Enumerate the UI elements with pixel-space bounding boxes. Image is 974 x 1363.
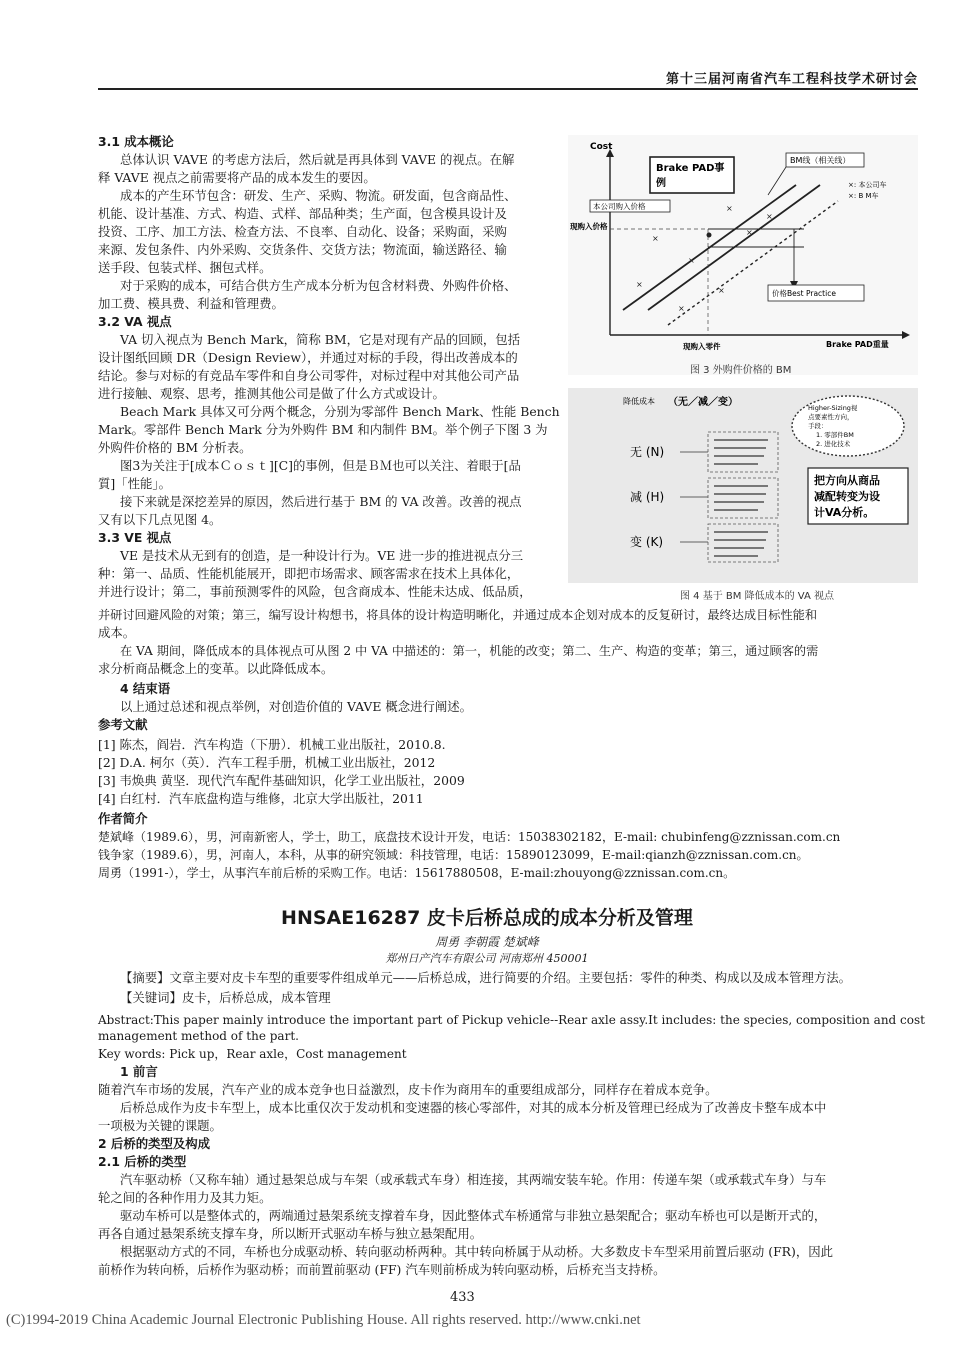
paragraph-line: 根据驱动方式的不同，车桥也分成驱动桥、转向驱动桥两种。其中转向桥属于从动桥。大多数皮卡车型采用前置后驱动 (FR)，因此 — [120, 1244, 834, 1259]
paper-authors: 周勇 李朝霞 楚斌峰 — [435, 935, 539, 949]
author-bio-item: 楚斌峰（1989.6），男，河南新密人，学士，助工，底盘技术设计开发，电话：15038302182，E-mail: chubinfeng@zznissan.com.cn — [98, 830, 841, 844]
reference-item: [2] D.A. 柯尔（英）．汽车工程手册，机械工业出版社，2012 — [98, 755, 436, 770]
paragraph-line: VE 是技术从无到有的创造，是一种设计行为。VE 进一步的推进视点分三 — [120, 548, 524, 563]
fig3-marker: × — [766, 212, 773, 221]
paragraph-line: 来源、发包条件、内外采购、交货条件、交货方法；物流面，输送路径、输 — [98, 242, 507, 257]
fig4-row-none: 无 (N) — [630, 445, 665, 459]
abstract-en-line2: management method of the part. — [98, 1029, 299, 1043]
paragraph-line: 轮之间的各种作用力及其力矩。 — [98, 1190, 272, 1205]
paragraph-line: Mark。零部件 Bench Mark 分为外购件 BM 和内制件 BM。举个例子下图 3 为 — [98, 422, 548, 437]
fig3-marker: × — [636, 280, 643, 289]
page-number: 433 — [450, 1290, 475, 1305]
paper-affiliation: 郑州日产汽车有限公司 河南郑州 450001 — [385, 952, 589, 965]
p2-section-heading-2: 2 后桥的类型及构成 — [98, 1136, 211, 1151]
paragraph-line: 加工费、模具费、利益和管理费。 — [98, 296, 284, 311]
fig3-marker: × — [678, 304, 685, 313]
paragraph-line: 对于采购的成本，可结合供方生产成本分析为包含材料费、外购件价格、 — [120, 278, 517, 293]
keywords-en: Key words: Pick up，Rear axle，Cost management — [98, 1047, 407, 1061]
paragraph-line: 种：第一、品质、性能机能展开，即把市场需求、顾客需求在技术上具体化， — [98, 566, 520, 581]
conference-header: 第十三届河南省汽车工程科技学术研讨会 — [665, 72, 918, 87]
reference-item: [3] 韦焕典 黄坚．现代汽车配件基础知识，化学工业出版社，2009 — [98, 773, 465, 788]
fig4-callout-line3: 计VA分析。 — [814, 506, 875, 519]
paragraph-line: 在 VA 期间，降低成本的具体视点可从图 2 中 VA 中描述的：第一，机能的改变；第二、生产、构造的变革；第三，通过顾客的需 — [120, 644, 819, 658]
section-heading-3-2: 3.2 VA 视点 — [98, 314, 172, 329]
paragraph-line: 驱动车桥可以是整体式的，两端通过悬架系统支撑着车身，因此整体式车桥通常与非独立悬架配合；驱动车桥也可以是断开式的， — [120, 1208, 827, 1223]
paragraph-line: 进行接触、观察、思考，推测其他公司是做了什么方式或设计。 — [98, 386, 445, 401]
fig3-own-price-label: 本公司购入价格 — [593, 202, 646, 211]
paragraph-line: 并进行设计；第二，事前预测零件的风险，包含商成本、性能未达成、低品质， — [98, 584, 532, 599]
fig3-current-price-label: 现购入价格 — [570, 222, 608, 231]
references-heading: 参考文献 — [98, 717, 148, 732]
paragraph-line: Beach Mark 具体又可分两个概念，分别为零部件 Bench Mark、性能 Bench — [120, 404, 560, 419]
paper-title: HNSAE16287 皮卡后桥总成的成本分析及管理 — [281, 907, 693, 929]
paragraph-line: 成本。 — [98, 625, 136, 640]
p2-section-heading-2-1: 2.1 后桥的类型 — [98, 1154, 187, 1169]
paragraph-line: 后桥总成作为皮卡车型上，成本比重仅次于发动机和变速器的核心零部件，对其的成本分析及管理已经成为了改善皮卡整车成本中 — [120, 1100, 827, 1115]
fig3-title-line2: 例 — [656, 178, 666, 189]
fig3-bm-line-label: BM线（相关线） — [790, 156, 851, 165]
paragraph-line: 汽车驱动桥（又称车轴）通过悬架总成与车架（或承载式车身）相连接，其两端安装车轮。作用：传递车架（或承载式车身）与车 — [120, 1172, 827, 1187]
fig3-y-axis-label: Cost — [590, 142, 613, 152]
fig3-marker: × — [652, 234, 659, 243]
paragraph-line: 结论。参与对标的有竞品车零件和自身公司零件，对标过程中对其他公司产品 — [98, 368, 520, 383]
fig3-title-line1: Brake PAD事 — [656, 163, 725, 174]
fig4-header-right: （无／减／变） — [668, 397, 738, 408]
paragraph-line: 接下来就是深挖差异的原因，然后进行基于 BM 的 VA 改善。改善的视点 — [120, 494, 522, 509]
section-heading-3-1: 3.1 成本概论 — [98, 134, 174, 149]
fig3-best-practice-label: 价格Best Practice — [772, 289, 836, 298]
paragraph-line: 以上通过总述和视点举例，对创造价值的 VAVE 概念进行阐述。 — [120, 699, 473, 714]
paragraph-line: VA 切入视点为 Bench Mark，简称 BM，它是对现有产品的回顾，包括 — [120, 332, 521, 347]
paragraph-line: 又有以下几点见图 4。 — [98, 512, 222, 527]
section-heading-3-3: 3.3 VE 视点 — [98, 530, 172, 545]
author-bio-item: 周勇（1991-），学士，从事汽车前后桥的采购工作。电话：15617880508，E-mail:zhouyong@zznissan.com.cn。 — [98, 866, 736, 880]
figure-3-caption: 图 3 外购件价格的 BM — [690, 365, 792, 376]
paragraph-line: 再各自通过悬架系统支撑车身，所以断开式驱动车桥与独立悬架配用。 — [98, 1226, 483, 1241]
paragraph-line: 一项极为关键的课题。 — [98, 1118, 222, 1133]
paragraph-line: 送手段、包装式样、捆包式样。 — [98, 260, 272, 275]
p2-section-heading-1: 1 前言 — [120, 1064, 158, 1079]
fig3-x-axis-label: Brake PAD重量 — [826, 340, 889, 349]
author-bio-heading: 作者简介 — [98, 811, 148, 826]
fig4-callout-line2: 减配转变为设 — [814, 490, 880, 503]
fig3-marker: × — [718, 286, 725, 295]
fig3-legend-2: ×: B M车 — [848, 192, 879, 200]
abstract-en-line1: Abstract:This paper mainly introduce the important part of Pickup vehicle--Rear axle assy.It includes: the species, composition and cost — [98, 1013, 925, 1027]
paragraph-line: 并研讨回避风险的对策；第三，编写设计构想书，将具体的设计构造明晰化，并通过成本企划对成本的反复研讨，最终达成目标性能和 — [98, 608, 818, 622]
svg-text:1. 零部件BM: 1. 零部件BM — [816, 431, 854, 439]
paragraph-line: 释 VAVE 视点之前需要将产品的成本发生的要因。 — [98, 170, 376, 185]
paragraph-line: 成本的产生环节包含：研发、生产、采购、物流。研发面，包含商品性、 — [120, 188, 517, 203]
paragraph-line: 设计图纸回顾 DR（Design Review），并通过对标的手段，得出改善成本的 — [98, 350, 518, 365]
abstract-cn: 【摘要】文章主要对皮卡车型的重要零件组成单元——后桥总成，进行简要的介绍。主要包括：零件的种类、构成以及成本管理方法。 — [120, 970, 852, 985]
fig4-callout-line1: 把方向从商品 — [814, 474, 880, 487]
reference-item: [4] 白红村．汽车底盘构造与维修，北京大学出版社，2011 — [98, 791, 424, 806]
paragraph-line: 外购件价格的 BM 分析表。 — [98, 440, 252, 455]
paragraph-line: 前桥作为转向桥，后桥作为驱动桥；而前置前驱动 (FF) 汽车则前桥成为转向驱动桥，后桥充当支持桥。 — [98, 1262, 666, 1277]
fig3-legend-1: ×: 本公司车 — [848, 181, 887, 189]
fig3-marker: × — [688, 256, 695, 265]
fig3-current-part-label: 现购入零件 — [683, 342, 721, 351]
reference-item: [1] 陈杰，阎岩．汽车构造（下册）．机械工业出版社，2010.8. — [98, 737, 446, 752]
keywords-cn: 【关键词】皮卡，后桥总成，成本管理 — [120, 990, 331, 1005]
fig4-header-left: 降低成本 — [623, 397, 655, 406]
fig4-row-reduce: 减 (H) — [630, 490, 665, 504]
svg-text:点要素性方向，: 点要素性方向， — [808, 413, 854, 421]
figure-4-caption: 图 4 基于 BM 降低成本的 VA 视点 — [680, 591, 834, 602]
author-bio-item: 钱争家（1989.6），男，河南人，本科，从事的研究领域：科技管理，电话：15890123099，E-mail:qianzh@zznissan.com.cn。 — [98, 848, 809, 862]
paragraph-line: 質]「性能」。 — [98, 476, 171, 491]
paragraph-line: 投资、工序、加工方法、检查方法、不良率、自动化、设备；采购面，采购 — [98, 224, 507, 239]
svg-text:手段：: 手段： — [808, 422, 828, 430]
svg-text:Higher-Sizing视: Higher-Sizing视 — [808, 404, 858, 412]
section-heading-4: 4 结束语 — [120, 681, 171, 696]
fig3-marker: × — [746, 228, 753, 237]
figure-4-va-viewpoint — [568, 388, 918, 583]
copyright-footer: (C)1994-2019 China Academic Journal Electronic Publishing House. All rights reserved. http://www.cnki.net — [6, 1312, 641, 1328]
paragraph-line: 求分析商品概念上的变革。以此降低成本。 — [98, 661, 334, 676]
fig3-own-point — [707, 233, 712, 238]
paragraph-line: 机能、设计基准、方式、构造、式样、部品种类；生产面，包含模具设计及 — [98, 206, 507, 221]
header-divider — [98, 88, 918, 90]
paragraph-line: 图3为关注于[成本Ｃｏｓｔ][C]的事例，但是ＢＭ也可以关注、着眼于[品 — [120, 458, 521, 473]
figure-3-bm-chart — [568, 135, 918, 375]
fig3-marker: × — [726, 204, 733, 213]
paragraph-line: 总体认识 VAVE 的考虑方法后，然后就是再具体到 VAVE 的视点。在解 — [120, 152, 515, 167]
paragraph-line: 随着汽车市场的发展，汽车产业的成本竞争也日益激烈，皮卡作为商用车的重要组成部分，同样存在着成本竞争。 — [98, 1082, 718, 1097]
svg-text:2. 进化技术: 2. 进化技术 — [816, 440, 851, 448]
fig4-row-change: 变 (K) — [630, 535, 664, 549]
